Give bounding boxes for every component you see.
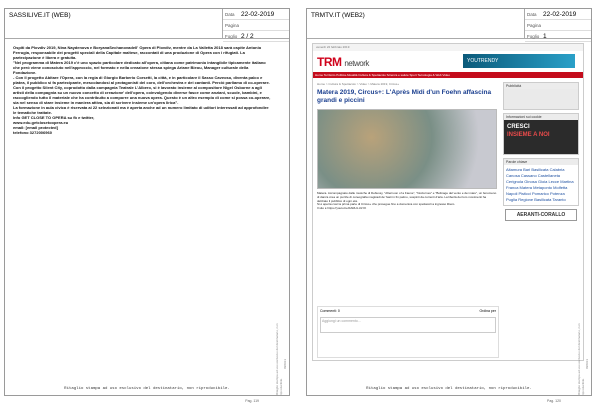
- sheet-value: 1: [543, 32, 547, 40]
- side-code: 098913: [585, 359, 589, 370]
- article-main: [317, 82, 497, 211]
- sheet-value: 2 / 2: [241, 32, 254, 40]
- date-value: 22-02-2019: [241, 10, 275, 18]
- cresci-line2: INSIEME A NOI: [507, 132, 550, 138]
- side-disclaimer: Ritaglio stampa ad uso esclusivo del destinatario, non riproducibile.: [577, 323, 585, 395]
- sidebar-title-cookies: Informazioni sui cookie: [504, 114, 578, 120]
- logo-main: TRM: [317, 55, 342, 69]
- article-text: Ospiti da Plovdiv 2019, Nina Naydenova e BoryanaSechanovadell' Opera di Plovdiv, mentre da La Valletta 2018 sarà ospite Antonio Ferrugia, responsabile dei progetti speciali della Capitale maltese, raccontati di una produzione di Opera con i rifugiati. La partecipazione è libera e gratuita. "Nel programma di Matera 2019 c'è uno spazio particolare dedicato all'opera, citiana come patrimonio intangibile tipicamente italiano che però viene conosciuto nell'approccio, nel formato e nella creazione stessa spiega Ariane Bieou, Manager culturale della Fondazione. - Con il progetto Abitare l'Opera, con la regia di Giorgio Barberio Corsetti, la città, e in particolare il Sasso Caveoso, diventa palco e platea, il pubblico si fa partecipante, mescolandosi al protagonisti del coro, dell'orchestra e dei cantanti. Perciò parliamo di co-operare. Con il progetto Silent City, coprodotto dalla compagnia Teatrale L'Albero, si è lavorato insieme al compositore Nigel Osborne a agli artisti della compagnia su un nuovo concetto di creazione' dell'opera, coinvolgendo diverse fasce come anziani, scuole, bambini, e raccogliendo tutto il materiale che ha contribuito a comporre una nuova opera. Questo è un altro esempio di come si possa co-operare, sia nel senso di stare insieme in maniera attiva, sia di scrivere insieme un'opera lirica". La formazione in aula civica è riservata ai 22 selezionati ma è aperta anche ad un numero limitato di uditori interessati ad approfondire le tematiche trattate. Info GET CLOSE TO OPERA su fb e twitter, www.edu.getclosetoopera.eu email: [email protected] telefono 3272006960: [13, 45, 271, 135]
- site-nav[interactable]: Home Territorio Politica Attualità Cultura & Spettacolo Scienza e salute Sport Tecnologia & Web Video: [313, 72, 584, 78]
- aeranti-banner[interactable]: AERANTI-CORALLO: [505, 209, 577, 221]
- clip-meta: [223, 9, 289, 39]
- comments-count: Commenti: 0: [320, 309, 340, 313]
- comment-input[interactable]: Aggiungi un commento...: [320, 317, 496, 333]
- comments-sort[interactable]: Ordina per: [479, 309, 496, 313]
- cresci-line1: CRESCI: [507, 124, 530, 130]
- page-number: Pag. 120: [546, 399, 561, 403]
- sidebar-title-ads: Pubblicità: [504, 83, 578, 89]
- ad-box: [503, 82, 579, 110]
- cresci-banner[interactable]: [504, 120, 578, 154]
- clip-meta: [525, 9, 591, 39]
- article-photo[interactable]: [317, 109, 497, 189]
- tag-cloud[interactable]: Altamura Bari Basilicata Calabria Canosa Cassano Castellaneta Cerignola Ginosa Gioia Lecce Martina Franca Matera Metaponto Molfetta Napoli Pisticci Pomarico Potenza Puglia Regione Basilicata Taranto: [506, 167, 574, 202]
- page-number: Pag. 119: [245, 399, 259, 403]
- sidebar-title-tags: Parole chiave: [504, 159, 578, 165]
- article-headline[interactable]: Matera 2019, Circus+: L'Après Midi d'un Foehn affascina grandi e piccini: [317, 89, 492, 104]
- page-label: Pagina: [527, 22, 542, 28]
- footer-disclaimer: Ritaglio stampa ad uso esclusivo del destinatario, non riproducibile.: [366, 387, 532, 391]
- side-code: 098913: [283, 359, 287, 370]
- site-topbar: venerdì 22 febbraio 2019: [313, 44, 583, 51]
- sidebar: [503, 82, 579, 223]
- site-logo[interactable]: [317, 55, 369, 69]
- date-label: Data: [225, 11, 235, 17]
- web-screenshot: [312, 43, 584, 361]
- comments-section: [317, 306, 499, 358]
- banner-ad[interactable]: YOUTRENDY: [463, 54, 575, 68]
- sheet-label: Foglio: [225, 33, 238, 39]
- ad-placeholder: [504, 89, 578, 109]
- side-disclaimer: Ritaglio stampa ad uso esclusivo del destinatario, non riproducibile.: [275, 323, 283, 395]
- source-name: SASSILIVE.IT (WEB): [5, 9, 223, 39]
- article-body: [13, 45, 271, 135]
- date-value: 22-02-2019: [543, 10, 577, 18]
- logo-sub: network: [344, 59, 369, 68]
- breadcrumb[interactable]: Home > Cultura & Spettacolo > Video > Matera 2019, Circus+: [317, 82, 400, 86]
- footer-disclaimer: Ritaglio stampa ad uso esclusivo del destinatario, non riproducibile.: [64, 387, 230, 391]
- press-clipping-page-2: [306, 8, 592, 403]
- cookie-box: [503, 113, 579, 155]
- page-label: Pagina: [225, 22, 240, 28]
- sheet-label: Foglio: [527, 33, 540, 39]
- source-name: TRMTV.IT (WEB2): [307, 9, 525, 39]
- article-body: Matera. Accompagnato dalle musiche di Debussy, "Afternoon of a Faune", "Nocturnes" e "Bolinage del vento e dei mare", un fenomeno di danza crea un puzzle di coreografia magicadi de' fasti in fin palmo, sospinti da correnti d'aria. La libertà dei loro movimenti ha deliziato il pubblico di ogni età. Si è aperta così la prima parte di Circus+ che prosegue fino a domenica con spettacoli a ingresso libero. Il sito è https://youtu.be/FARLILULYK: [317, 191, 497, 211]
- press-clipping-page-1: [4, 8, 290, 403]
- date-label: Data: [527, 11, 537, 17]
- tags-box: [503, 158, 579, 206]
